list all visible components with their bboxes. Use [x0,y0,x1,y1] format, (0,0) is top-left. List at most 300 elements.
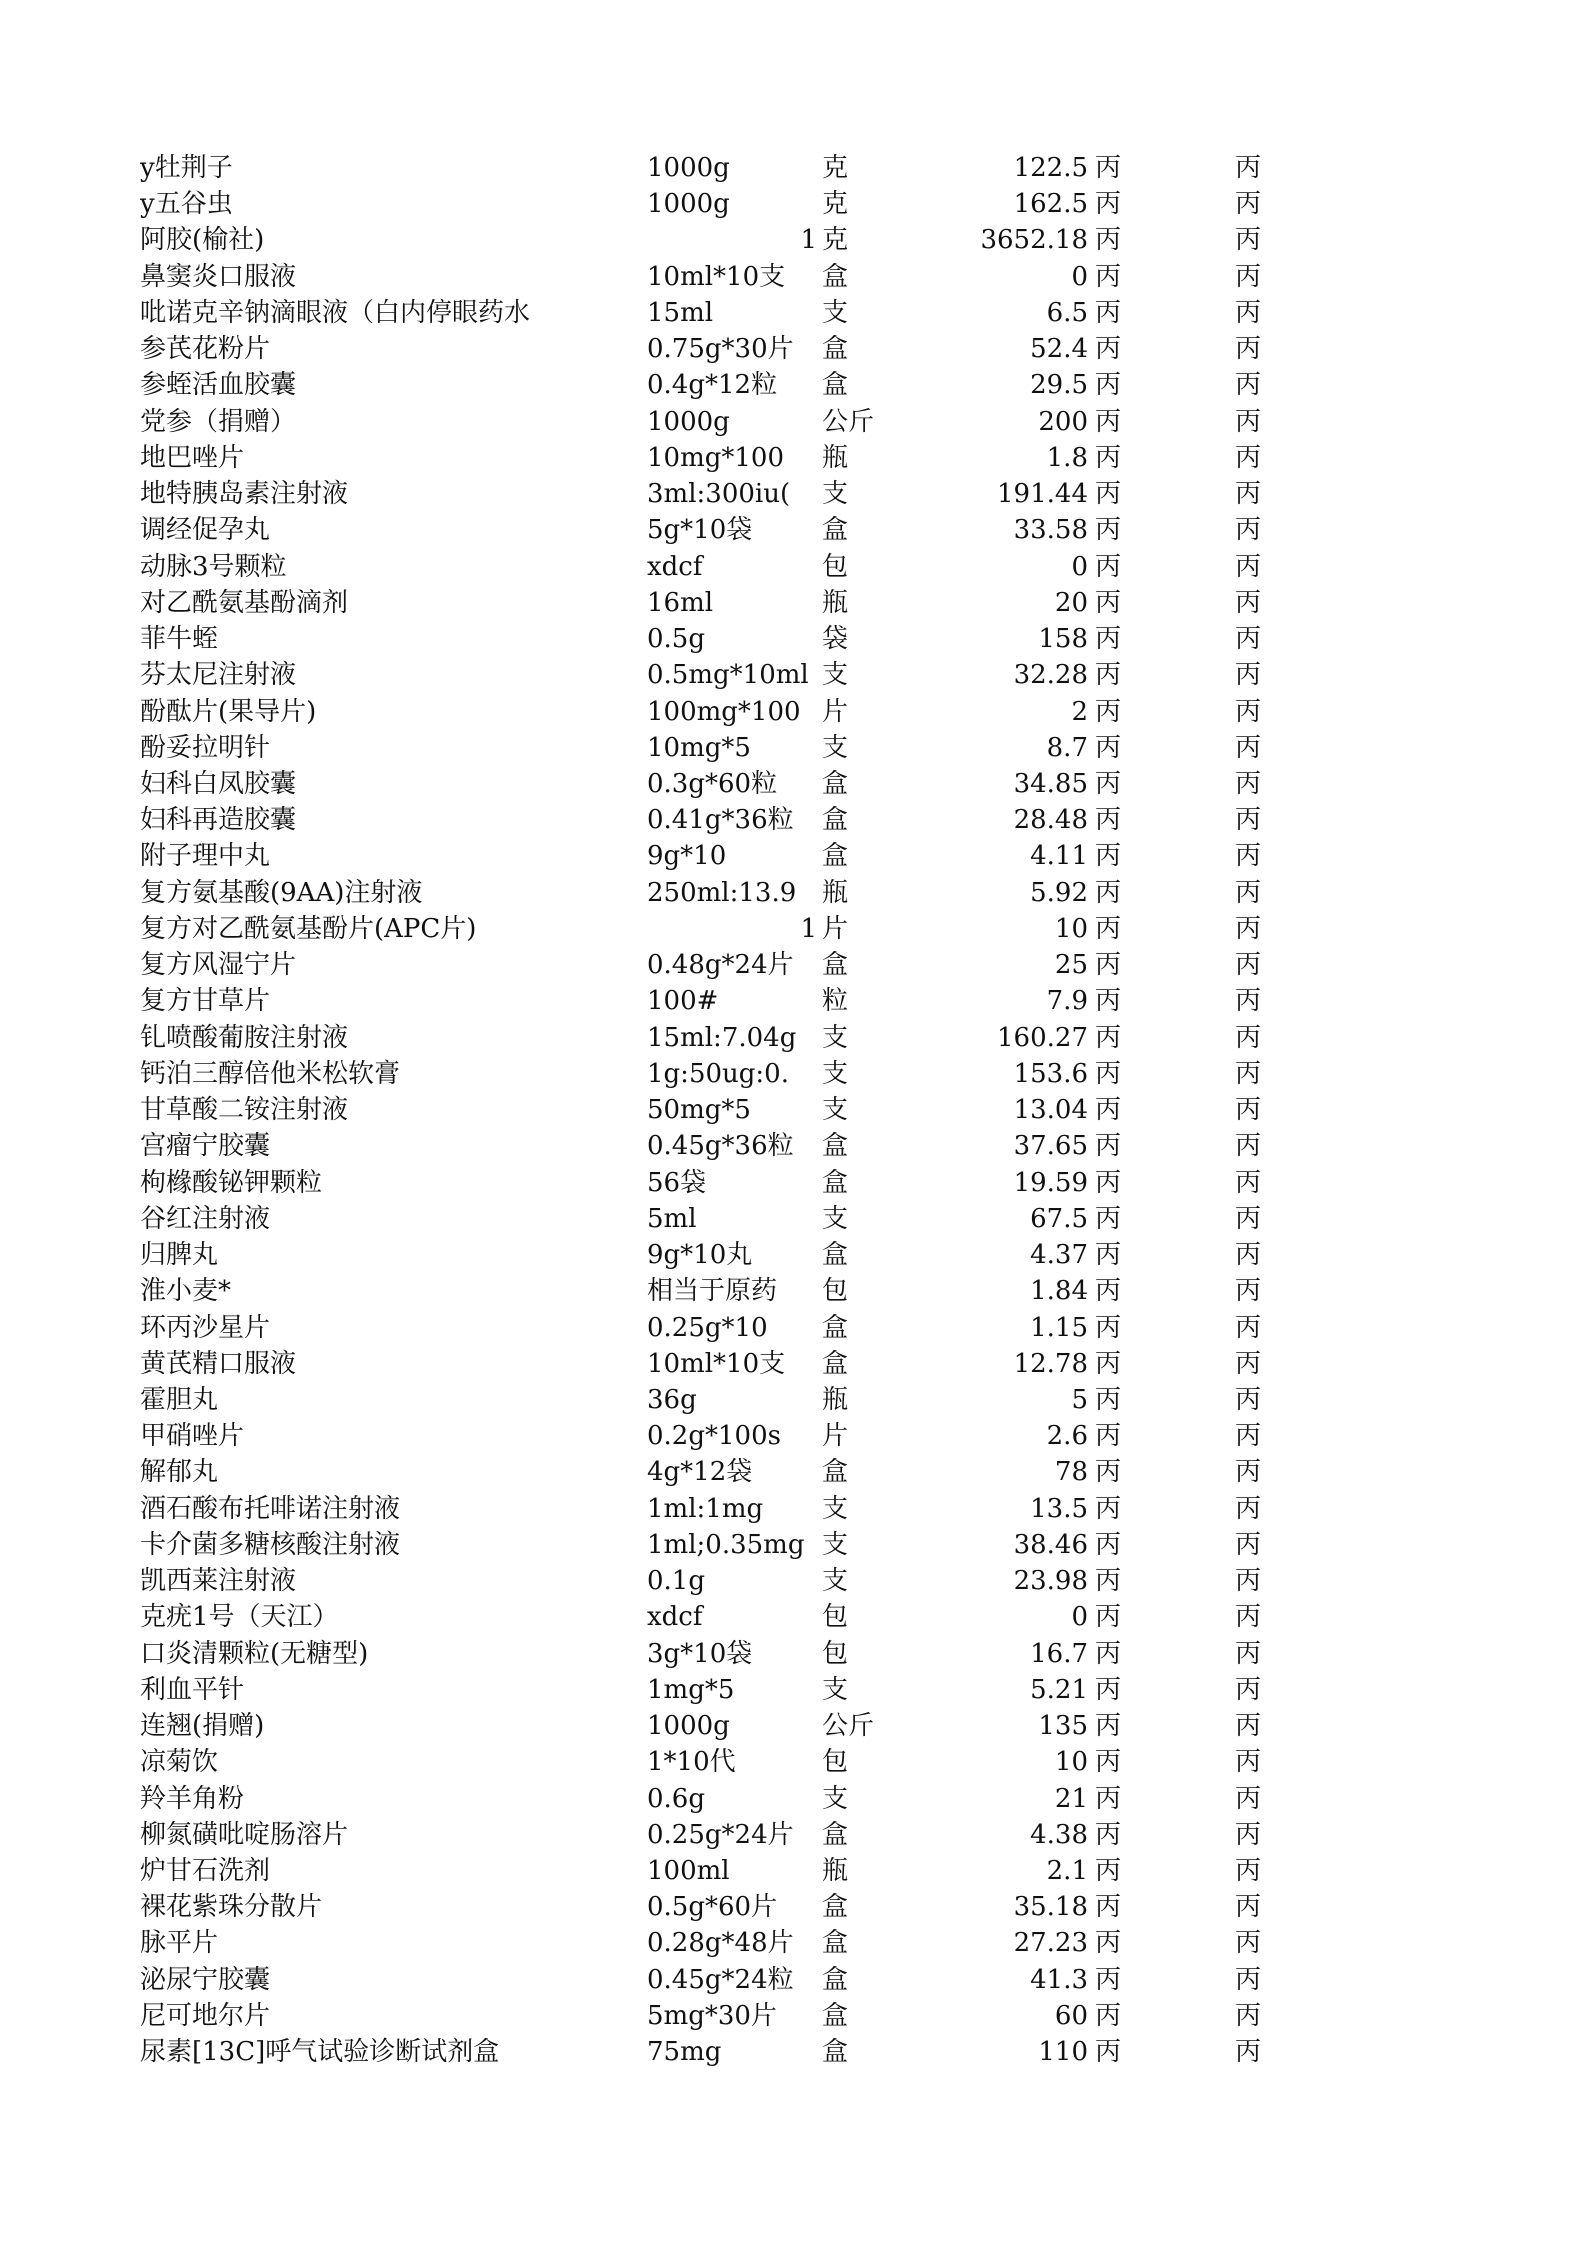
spec-cell: 15ml:7.04g [647,1022,797,1053]
price-cell: 38.46 [1013,1529,1088,1560]
class-cell: 丙 [1095,624,1122,655]
price-cell: 4.11 [1030,841,1088,872]
class-cell-2: 丙 [1235,1711,1262,1742]
class-cell: 丙 [1095,1711,1122,1742]
price-cell: 3652.18 [980,225,1088,256]
spec-cell: 36g [647,1384,697,1415]
drug-name-cell: 脉平片 [140,1928,219,1959]
unit-cell: 盒 [822,1964,849,1995]
class-cell: 丙 [1095,1819,1122,1850]
price-cell: 2.1 [1046,1856,1088,1887]
table-row [0,875,1587,911]
drug-name-cell: 口炎清颗粒(无糖型) [140,1638,369,1669]
spec-cell: 0.75g*30片 [647,334,794,365]
drug-name-cell: 谷红注射液 [140,1203,271,1234]
price-cell: 67.5 [1030,1203,1088,1234]
class-cell: 丙 [1095,406,1122,437]
class-cell-2: 丙 [1235,1493,1262,1524]
drug-name-cell: 霍胆丸 [140,1384,219,1415]
spec-cell: 100mg*100 [647,696,801,727]
class-cell-2: 丙 [1235,1566,1262,1597]
spec-cell: 0.3g*60粒 [647,768,778,799]
table-row [0,1672,1587,1708]
class-cell: 丙 [1095,1384,1122,1415]
unit-cell: 盒 [822,1348,849,1379]
class-cell-2: 丙 [1235,515,1262,546]
class-cell-2: 丙 [1235,334,1262,365]
spec-cell: 1g:50ug:0. [647,1058,789,1089]
price-cell: 33.58 [1013,515,1088,546]
spec-cell: 0.5g*60片 [647,1892,778,1923]
unit-cell: 支 [822,1022,849,1053]
unit-cell: 支 [822,297,849,328]
table-row [0,1527,1587,1563]
class-cell: 丙 [1095,660,1122,691]
unit-cell: 支 [822,660,849,691]
drug-name-cell: 芬太尼注射液 [140,660,297,691]
class-cell-2: 丙 [1235,1602,1262,1633]
drug-name-cell: 复方甘草片 [140,986,271,1017]
drug-name-cell: 克疣1号（天江） [140,1602,339,1633]
table-row [0,1817,1587,1853]
spec-cell: xdcf [647,551,703,582]
unit-cell: 盒 [822,2037,849,2068]
class-cell-2: 丙 [1235,696,1262,727]
class-cell: 丙 [1095,1602,1122,1633]
drug-name-cell: 甲硝唑片 [140,1421,245,1452]
unit-cell: 盒 [822,1131,849,1162]
drug-name-cell: 酚酞片(果导片) [140,696,317,727]
drug-name-cell: 炉甘石洗剂 [140,1856,271,1887]
unit-cell: 盒 [822,805,849,836]
table-row [0,259,1587,295]
class-cell-2: 丙 [1235,1638,1262,1669]
price-cell: 1.15 [1030,1312,1088,1343]
unit-cell: 盒 [822,1457,849,1488]
price-cell: 41.3 [1030,1964,1088,1995]
unit-cell: 克 [822,225,849,256]
class-cell: 丙 [1095,515,1122,546]
price-cell: 0 [1071,551,1088,582]
drug-name-cell: 动脉3号颗粒 [140,551,287,582]
price-cell: 6.5 [1046,297,1088,328]
spec-cell: 10ml*10支 [647,1348,786,1379]
class-cell-2: 丙 [1235,732,1262,763]
table-row [0,1853,1587,1889]
price-cell: 4.38 [1030,1819,1088,1850]
price-cell: 32.28 [1013,660,1088,691]
table-row [0,1599,1587,1635]
class-cell-2: 丙 [1235,660,1262,691]
drug-name-cell: 地特胰岛素注射液 [140,479,349,510]
drug-name-cell: 归脾丸 [140,1240,219,1271]
drug-name-cell: 枸橼酸铋钾颗粒 [140,1167,323,1198]
class-cell-2: 丙 [1235,1928,1262,1959]
class-cell-2: 丙 [1235,261,1262,292]
spec-cell: 0.2g*100s [647,1421,781,1452]
unit-cell: 盒 [822,261,849,292]
unit-cell: 盒 [822,370,849,401]
class-cell-2: 丙 [1235,986,1262,1017]
class-cell: 丙 [1095,297,1122,328]
price-cell: 4.37 [1030,1240,1088,1271]
unit-cell: 包 [822,551,849,582]
unit-cell: 包 [822,1276,849,1307]
spec-cell: 1000g [647,406,730,437]
spec-cell: 16ml [647,587,714,618]
spec-cell: 1*10代 [647,1747,736,1778]
drug-name-cell: 菲牛蛭 [140,624,219,655]
drug-name-cell: 钆喷酸葡胺注射液 [140,1022,349,1053]
unit-cell: 瓶 [822,442,849,473]
price-cell: 2 [1071,696,1088,727]
class-cell: 丙 [1095,1493,1122,1524]
table-row [0,838,1587,874]
drug-name-cell: 妇科白凤胶囊 [140,768,297,799]
class-cell-2: 丙 [1235,1747,1262,1778]
price-cell: 1.84 [1030,1276,1088,1307]
price-cell: 21 [1054,1783,1088,1814]
table-row [0,1165,1587,1201]
price-cell: 27.23 [1013,1928,1088,1959]
spec-cell: 1mg*5 [647,1674,735,1705]
unit-cell: 盒 [822,950,849,981]
class-cell-2: 丙 [1235,841,1262,872]
unit-cell: 盒 [822,768,849,799]
drug-name-cell: 柳氮磺吡啶肠溶片 [140,1819,349,1850]
price-cell: 8.7 [1046,732,1088,763]
drug-name-cell: 复方风湿宁片 [140,950,297,981]
class-cell: 丙 [1095,442,1122,473]
drug-name-cell: 黄芪精口服液 [140,1348,297,1379]
table-row [0,1998,1587,2034]
unit-cell: 盒 [822,841,849,872]
spec-cell: 100ml [647,1856,730,1887]
table-row [0,295,1587,331]
class-cell: 丙 [1095,1783,1122,1814]
class-cell-2: 丙 [1235,1674,1262,1705]
table-row [0,1346,1587,1382]
table-row [0,1454,1587,1490]
unit-cell: 支 [822,1493,849,1524]
class-cell: 丙 [1095,2000,1122,2031]
drug-name-cell: 复方氨基酸(9AA)注射液 [140,877,423,908]
table-row [0,911,1587,947]
price-cell: 23.98 [1013,1566,1088,1597]
unit-cell: 瓶 [822,1856,849,1887]
class-cell-2: 丙 [1235,950,1262,981]
table-row [0,1201,1587,1237]
price-cell: 60 [1054,2000,1088,2031]
price-cell: 25 [1054,950,1088,981]
drug-name-cell: 凯西莱注射液 [140,1566,297,1597]
drug-name-cell: 连翘(捐赠) [140,1711,265,1742]
unit-cell: 支 [822,1566,849,1597]
class-cell-2: 丙 [1235,479,1262,510]
class-cell: 丙 [1095,1095,1122,1126]
price-cell: 110 [1038,2037,1088,2068]
drug-name-cell: 裸花紫珠分散片 [140,1892,323,1923]
spec-cell: 15ml [647,297,714,328]
table-row [0,440,1587,476]
unit-cell: 包 [822,1747,849,1778]
spec-cell: 100# [647,986,719,1017]
table-row [0,1273,1587,1309]
table-row [0,331,1587,367]
class-cell-2: 丙 [1235,768,1262,799]
class-cell: 丙 [1095,1747,1122,1778]
drug-name-cell: 地巴唑片 [140,442,245,473]
table-row [0,1744,1587,1780]
unit-cell: 包 [822,1638,849,1669]
table-row [0,1056,1587,1092]
price-cell: 16.7 [1030,1638,1088,1669]
class-cell: 丙 [1095,1674,1122,1705]
price-cell: 13.5 [1030,1493,1088,1524]
unit-cell: 支 [822,1203,849,1234]
table-row [0,2034,1587,2070]
class-cell: 丙 [1095,225,1122,256]
table-row [0,1925,1587,1961]
class-cell-2: 丙 [1235,225,1262,256]
class-cell: 丙 [1095,479,1122,510]
drug-price-table [0,150,1587,2070]
unit-cell: 盒 [822,1928,849,1959]
table-row [0,766,1587,802]
spec-cell: 0.45g*24粒 [647,1964,794,1995]
price-cell: 37.65 [1013,1131,1088,1162]
price-cell: 28.48 [1013,805,1088,836]
price-cell: 135 [1038,1711,1088,1742]
drug-name-cell: 环丙沙星片 [140,1312,271,1343]
class-cell: 丙 [1095,768,1122,799]
class-cell-2: 丙 [1235,1058,1262,1089]
class-cell: 丙 [1095,1856,1122,1887]
class-cell: 丙 [1095,1348,1122,1379]
unit-cell: 片 [822,1421,849,1452]
spec-cell: 56袋 [647,1167,707,1198]
drug-name-cell: y五谷虫 [140,189,233,220]
spec-cell: 9g*10丸 [647,1240,753,1271]
class-cell: 丙 [1095,1240,1122,1271]
price-cell: 122.5 [1013,153,1088,183]
price-cell: 5.21 [1030,1674,1088,1705]
class-cell-2: 丙 [1235,1312,1262,1343]
class-cell: 丙 [1095,1276,1122,1307]
class-cell-2: 丙 [1235,624,1262,655]
drug-name-cell: 钙泊三醇倍他米松软膏 [140,1058,401,1089]
spec-cell: 1000g [647,153,730,183]
class-cell-2: 丙 [1235,1022,1262,1053]
unit-cell: 克 [822,189,849,220]
class-cell-2: 丙 [1235,153,1262,183]
class-cell-2: 丙 [1235,1783,1262,1814]
class-cell: 丙 [1095,1131,1122,1162]
class-cell: 丙 [1095,1421,1122,1452]
table-row [0,1382,1587,1418]
unit-cell: 盒 [822,1892,849,1923]
spec-cell: 10mg*100 [647,442,785,473]
spec-cell: 0.28g*48片 [647,1928,794,1959]
unit-cell: 支 [822,479,849,510]
class-cell-2: 丙 [1235,1095,1262,1126]
unit-cell: 盒 [822,1312,849,1343]
unit-cell: 片 [822,913,849,944]
table-row [0,1418,1587,1454]
drug-name-cell: 泌尿宁胶囊 [140,1964,271,1995]
class-cell-2: 丙 [1235,1892,1262,1923]
unit-cell: 盒 [822,515,849,546]
class-cell-2: 丙 [1235,877,1262,908]
class-cell: 丙 [1095,1058,1122,1089]
class-cell-2: 丙 [1235,189,1262,220]
drug-name-cell: 淮小麦* [140,1276,232,1307]
class-cell-2: 丙 [1235,1131,1262,1162]
table-row [0,657,1587,693]
table-row [0,150,1587,186]
price-cell: 158 [1038,624,1088,655]
unit-cell: 支 [822,1783,849,1814]
unit-cell: 支 [822,732,849,763]
drug-name-cell: 解郁丸 [140,1457,219,1488]
class-cell-2: 丙 [1235,1529,1262,1560]
class-cell-2: 丙 [1235,2037,1262,2068]
unit-cell: 盒 [822,334,849,365]
spec-cell: 0.6g [647,1783,705,1814]
class-cell: 丙 [1095,877,1122,908]
table-row [0,512,1587,548]
spec-cell: 0.4g*12粒 [647,370,778,401]
class-cell: 丙 [1095,1892,1122,1923]
price-cell: 34.85 [1013,768,1088,799]
class-cell-2: 丙 [1235,406,1262,437]
spec-cell: 5mg*30片 [647,2000,777,2031]
spec-cell: 0.25g*10 [647,1312,768,1343]
spec-cell: 相当于原药 [647,1276,778,1307]
class-cell: 丙 [1095,913,1122,944]
spec-cell: 4g*12袋 [647,1457,753,1488]
unit-cell: 盒 [822,1819,849,1850]
drug-name-cell: 党参（捐赠） [140,406,297,437]
price-cell: 153.6 [1013,1058,1088,1089]
drug-name-cell: 吡诺克辛钠滴眼液（白内停眼药水 [140,297,531,328]
class-cell-2: 丙 [1235,913,1262,944]
drug-name-cell: 宫瘤宁胶囊 [140,1131,271,1162]
table-row [0,1092,1587,1128]
unit-cell: 盒 [822,2000,849,2031]
price-cell: 2.6 [1046,1421,1088,1452]
class-cell: 丙 [1095,334,1122,365]
unit-cell: 公斤 [822,406,875,437]
spec-cell: 5ml [647,1203,697,1234]
class-cell: 丙 [1095,732,1122,763]
table-row [0,404,1587,440]
drug-name-cell: 利血平针 [140,1674,245,1705]
class-cell: 丙 [1095,587,1122,618]
class-cell: 丙 [1095,1457,1122,1488]
class-cell-2: 丙 [1235,1203,1262,1234]
spec-cell: 1ml;0.35mg [647,1529,805,1560]
drug-name-cell: 参芪花粉片 [140,334,271,365]
class-cell: 丙 [1095,153,1122,183]
class-cell: 丙 [1095,189,1122,220]
unit-cell: 片 [822,696,849,727]
class-cell: 丙 [1095,1312,1122,1343]
class-cell: 丙 [1095,1529,1122,1560]
spec-cell: 50mg*5 [647,1095,751,1126]
spec-cell: 5g*10袋 [647,515,753,546]
table-row [0,367,1587,403]
unit-cell: 袋 [822,624,849,655]
drug-name-cell: y牡荆子 [140,153,233,183]
spec-cell: 10ml*10支 [647,261,786,292]
table-row [0,802,1587,838]
class-cell: 丙 [1095,551,1122,582]
drug-name-cell: 复方对乙酰氨基酚片(APC片) [140,913,477,944]
price-cell: 191.44 [997,479,1088,510]
class-cell-2: 丙 [1235,587,1262,618]
price-cell: 200 [1038,406,1088,437]
class-cell-2: 丙 [1235,1856,1262,1887]
price-cell: 35.18 [1013,1892,1088,1923]
class-cell-2: 丙 [1235,1421,1262,1452]
table-row [0,730,1587,766]
price-cell: 78 [1054,1457,1088,1488]
class-cell: 丙 [1095,370,1122,401]
table-row [0,1310,1587,1346]
unit-cell: 盒 [822,1240,849,1271]
spec-cell: 3g*10袋 [647,1638,753,1669]
table-row [0,1708,1587,1744]
price-cell: 5.92 [1030,877,1088,908]
drug-name-cell: 妇科再造胶囊 [140,805,297,836]
class-cell-2: 丙 [1235,297,1262,328]
price-cell: 13.04 [1013,1095,1088,1126]
spec-cell: 250ml:13.9 [647,877,797,908]
class-cell: 丙 [1095,696,1122,727]
class-cell-2: 丙 [1235,1819,1262,1850]
spec-cell: 0.41g*36粒 [647,805,794,836]
price-cell: 162.5 [1013,189,1088,220]
spec-cell: 0.45g*36粒 [647,1131,794,1162]
class-cell: 丙 [1095,805,1122,836]
table-row [0,1636,1587,1672]
drug-name-cell: 调经促孕丸 [140,515,271,546]
class-cell: 丙 [1095,841,1122,872]
drug-name-cell: 参蛭活血胶囊 [140,370,297,401]
drug-name-cell: 尿素[13C]呼气试验诊断试剂盒 [140,2037,500,2068]
spec-cell: 0.5mg*10ml [647,660,809,691]
table-row [0,186,1587,222]
price-cell: 1.8 [1046,442,1088,473]
drug-name-cell: 阿胶(榆社) [140,225,265,256]
spec-cell: 10mg*5 [647,732,751,763]
table-row [0,947,1587,983]
drug-name-cell: 对乙酰氨基酚滴剂 [140,587,349,618]
unit-cell: 公斤 [822,1711,875,1742]
drug-name-cell: 鼻窦炎口服液 [140,261,297,292]
price-cell: 0 [1071,1602,1088,1633]
table-row [0,549,1587,585]
spec-cell: 75mg [647,2037,722,2068]
class-cell-2: 丙 [1235,551,1262,582]
class-cell: 丙 [1095,261,1122,292]
class-cell-2: 丙 [1235,1457,1262,1488]
price-cell: 160.27 [997,1022,1088,1053]
table-row [0,476,1587,512]
class-cell-2: 丙 [1235,1348,1262,1379]
class-cell: 丙 [1095,950,1122,981]
